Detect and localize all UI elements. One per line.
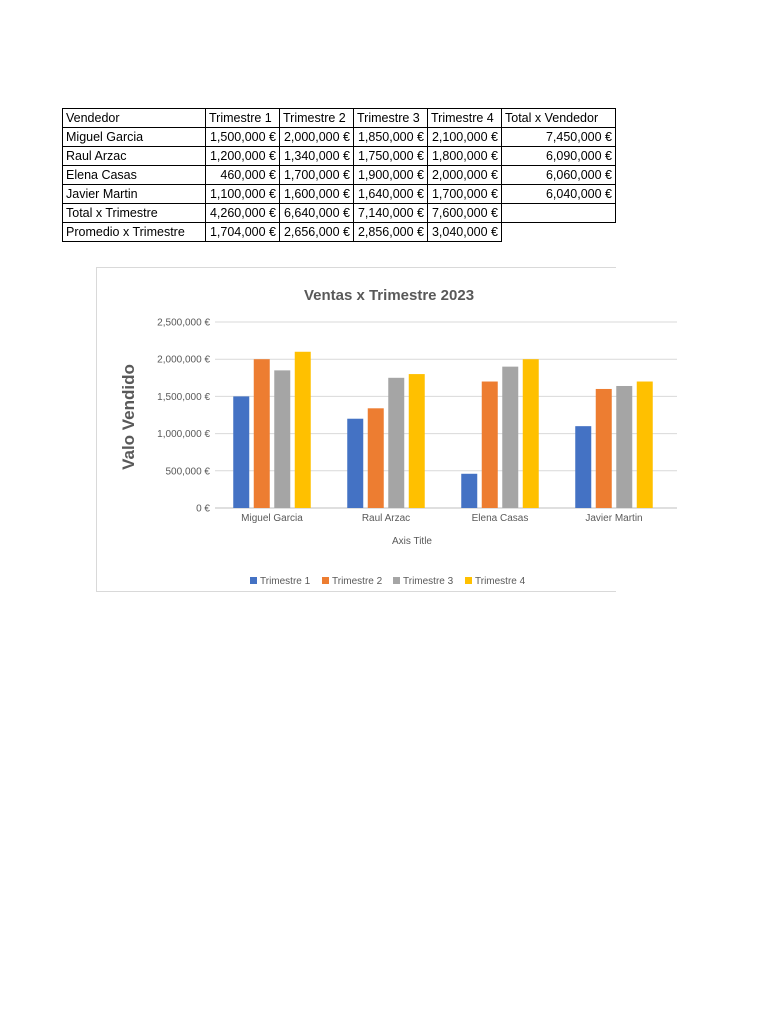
y-axis-title: Valo Vendido [119, 364, 138, 470]
table-cell: 1,704,000 € [206, 223, 280, 242]
legend-label: Trimestre 4 [475, 576, 526, 587]
table-cell-label: Javier Martin [63, 185, 206, 204]
legend-label: Trimestre 3 [403, 576, 454, 587]
table-cell-label: Vendedor [63, 109, 206, 128]
y-tick-label: 2,500,000 € [157, 317, 210, 329]
table-cell: 7,450,000 € [502, 128, 616, 147]
bar [254, 359, 270, 508]
bar [596, 389, 612, 508]
chart-canvas [97, 268, 643, 593]
table-row [63, 185, 616, 204]
legend-label: Trimestre 2 [332, 576, 383, 587]
table-cell-label: Total x Trimestre [63, 204, 206, 223]
table-cell-label: Miguel Garcia [63, 128, 206, 147]
table-cell: 2,856,000 € [354, 223, 428, 242]
y-tick-label: 2,000,000 € [157, 354, 210, 366]
bar [637, 382, 653, 508]
bar [523, 359, 539, 508]
table-cell: 6,640,000 € [280, 204, 354, 223]
table-cell: Total x Vendedor [502, 109, 616, 128]
table-cell: 1,800,000 € [428, 147, 502, 166]
chart-title: Ventas x Trimestre 2023 [303, 287, 475, 304]
x-tick-label: Elena Casas [471, 513, 529, 524]
table-cell: 1,700,000 € [428, 185, 502, 204]
x-tick-label: Javier Martin [585, 513, 643, 524]
y-tick-label: 500,000 € [165, 466, 210, 478]
bar [274, 370, 290, 508]
table-cell: Trimestre 2 [280, 109, 354, 128]
y-tick-label: 0 € [196, 503, 210, 515]
table-cell: 1,100,000 € [206, 185, 280, 204]
legend-label: Trimestre 1 [260, 576, 311, 587]
table-cell [502, 204, 616, 223]
bar [347, 419, 363, 508]
table-cell: 2,656,000 € [280, 223, 354, 242]
table-cell-label: Elena Casas [63, 166, 206, 185]
table-cell: 3,040,000 € [428, 223, 502, 242]
table-cell: Trimestre 4 [428, 109, 502, 128]
table-cell-label: Raul Arzac [63, 147, 206, 166]
bar [502, 367, 518, 508]
table-row [63, 128, 616, 147]
bar [409, 374, 425, 508]
y-tick-label: 1,000,000 € [157, 429, 210, 441]
bar [295, 352, 311, 508]
table-header-row [63, 109, 616, 128]
sales-chart [96, 267, 643, 592]
bar [233, 396, 249, 508]
bar [616, 386, 632, 508]
table-cell: Trimestre 1 [206, 109, 280, 128]
legend-swatch [393, 577, 400, 584]
table-cell: 6,060,000 € [502, 166, 616, 185]
y-tick-label: 1,500,000 € [157, 391, 210, 403]
bar [388, 378, 404, 508]
table-cell: 2,000,000 € [280, 128, 354, 147]
table-cell: 6,040,000 € [502, 185, 616, 204]
bar [368, 408, 384, 508]
sales-table [62, 108, 616, 242]
table-cell [502, 223, 616, 242]
table-cell: 1,900,000 € [354, 166, 428, 185]
table-cell: 1,700,000 € [280, 166, 354, 185]
legend-swatch [465, 577, 472, 584]
table-cell: 1,850,000 € [354, 128, 428, 147]
legend-swatch [322, 577, 329, 584]
bar [461, 474, 477, 508]
table-cell: Trimestre 3 [354, 109, 428, 128]
bar [482, 382, 498, 508]
table-cell: 6,090,000 € [502, 147, 616, 166]
table-cell: 7,600,000 € [428, 204, 502, 223]
table-cell: 1,500,000 € [206, 128, 280, 147]
table-cell: 4,260,000 € [206, 204, 280, 223]
table-cell: 2,000,000 € [428, 166, 502, 185]
table-cell-label: Promedio x Trimestre [63, 223, 206, 242]
table-cell: 1,200,000 € [206, 147, 280, 166]
x-tick-label: Miguel Garcia [241, 513, 303, 524]
legend-swatch [250, 577, 257, 584]
table-row [63, 223, 616, 242]
table-row [63, 204, 616, 223]
table-cell: 460,000 € [206, 166, 280, 185]
x-axis-title: Axis Title [391, 536, 433, 547]
table-cell: 7,140,000 € [354, 204, 428, 223]
table-cell: 1,600,000 € [280, 185, 354, 204]
table-row [63, 166, 616, 185]
table-row [63, 147, 616, 166]
table-cell: 1,640,000 € [354, 185, 428, 204]
table-cell: 1,340,000 € [280, 147, 354, 166]
table-cell: 1,750,000 € [354, 147, 428, 166]
bar [575, 426, 591, 508]
x-tick-label: Raul Arzac [361, 513, 411, 524]
sales-table-body [63, 109, 616, 242]
table-cell: 2,100,000 € [428, 128, 502, 147]
